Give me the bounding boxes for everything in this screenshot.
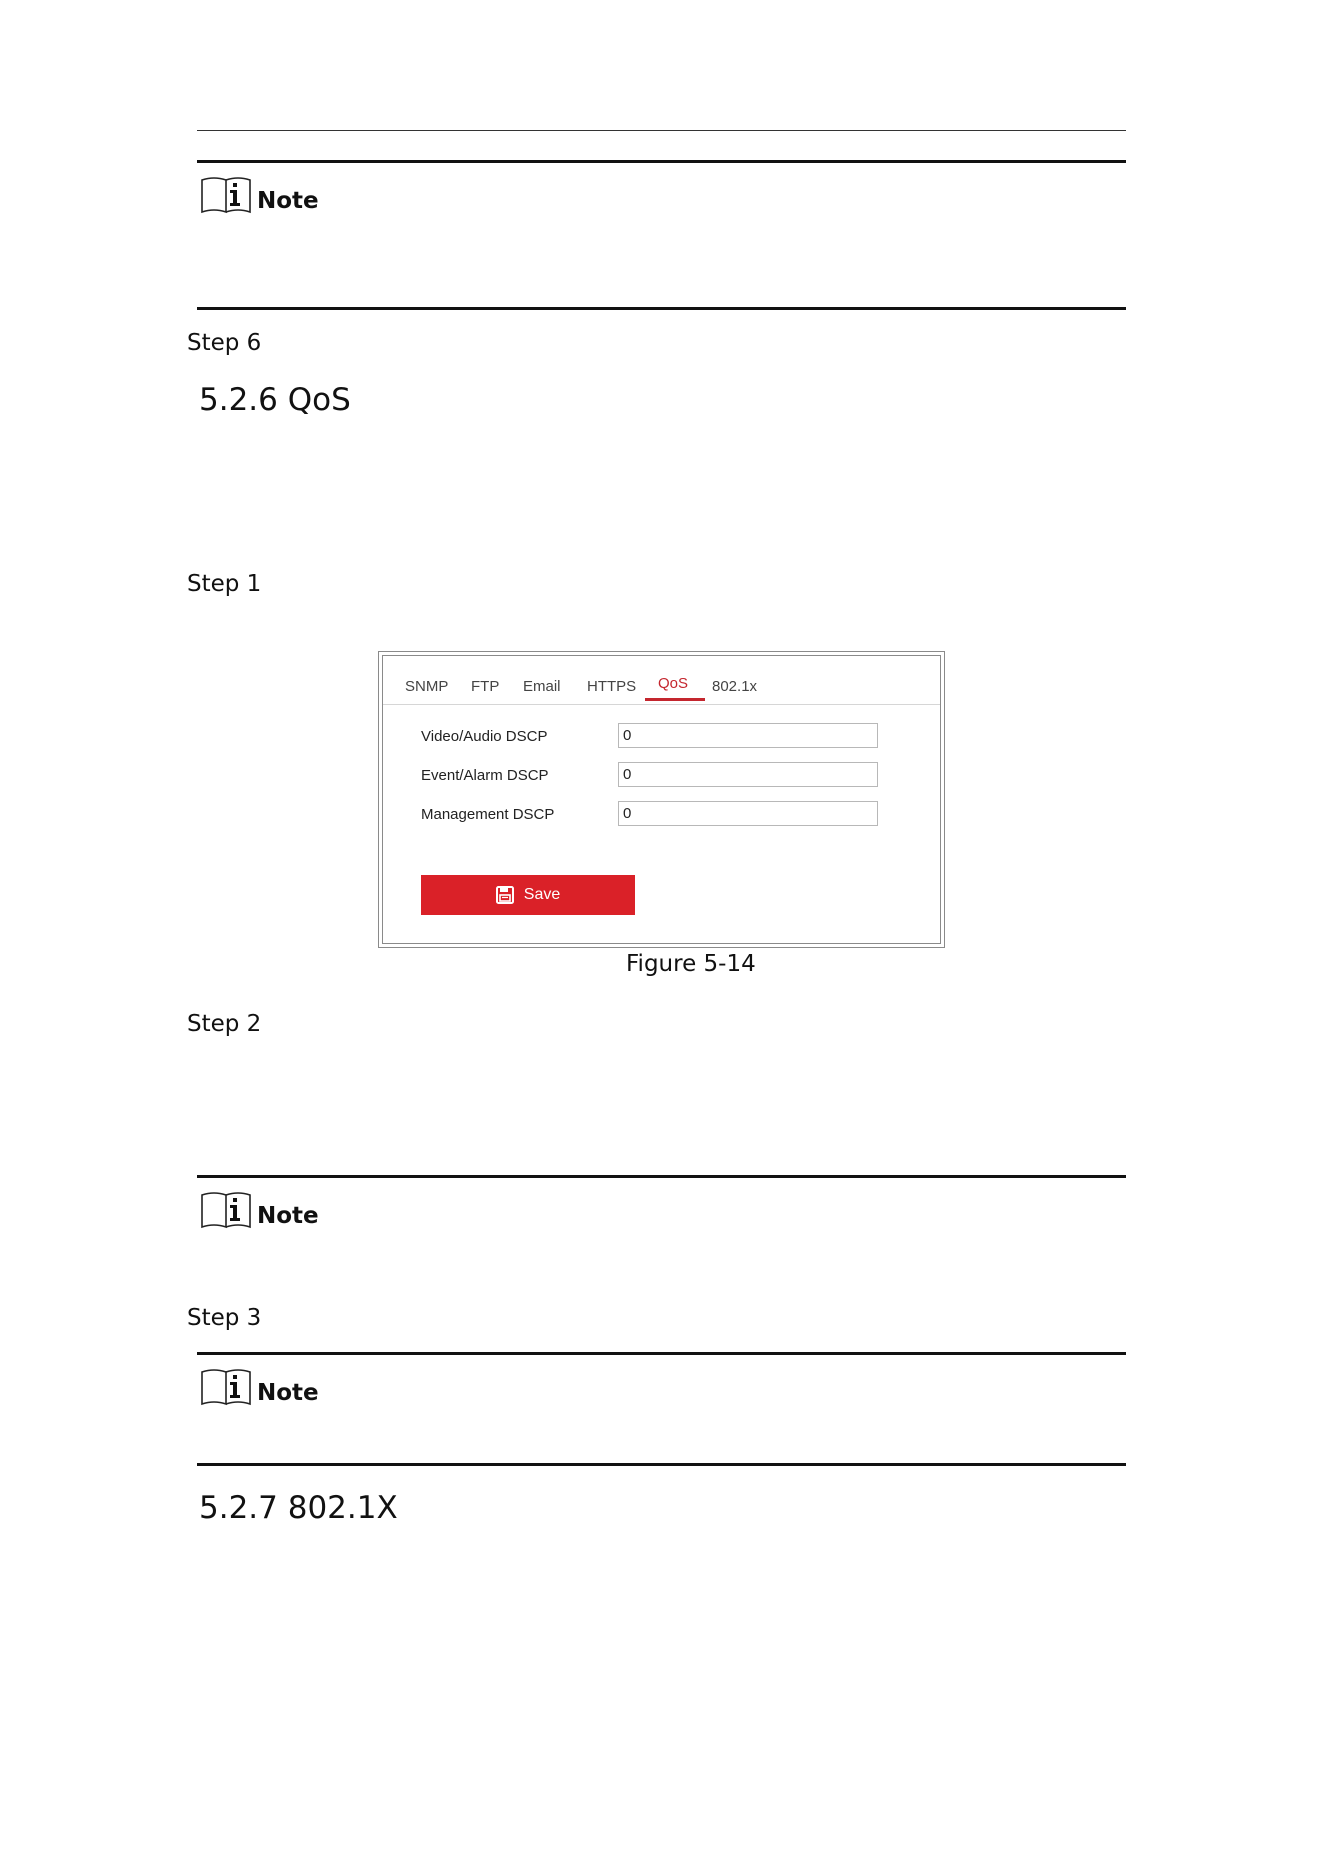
- step-label: Step 3: [187, 1305, 262, 1331]
- page-header-rule: [197, 130, 1126, 131]
- info-book-icon: [200, 1368, 254, 1408]
- info-book-icon: [200, 1191, 254, 1231]
- note-top-rule: [197, 1175, 1126, 1178]
- section-heading-qos: 5.2.6 QoS: [199, 382, 351, 418]
- save-button[interactable]: [421, 875, 635, 915]
- note-top-rule: [197, 1352, 1126, 1355]
- tab-email[interactable]: Email: [523, 678, 561, 695]
- event-alarm-dscp-label: Event/Alarm DSCP: [421, 767, 549, 784]
- note-top-rule: [197, 160, 1126, 163]
- note-label: Note: [257, 188, 319, 214]
- tab-https[interactable]: HTTPS: [587, 678, 637, 695]
- step-label: Step 1: [187, 571, 262, 597]
- note-bottom-rule: [197, 307, 1126, 310]
- video-audio-dscp-label: Video/Audio DSCP: [421, 728, 548, 745]
- note-label: Note: [257, 1380, 319, 1406]
- qos-settings-screenshot: [378, 651, 945, 948]
- video-audio-dscp-input[interactable]: [618, 723, 878, 748]
- management-dscp-input[interactable]: [618, 801, 878, 826]
- note-bottom-rule: [197, 1463, 1126, 1466]
- qos-settings-panel: [382, 655, 941, 944]
- active-tab-indicator: [645, 698, 705, 701]
- event-alarm-dscp-input[interactable]: [618, 762, 878, 787]
- section-heading-8021x: 5.2.7 802.1X: [199, 1490, 398, 1526]
- floppy-disk-icon: [496, 886, 514, 904]
- management-dscp-label: Management DSCP: [421, 806, 555, 823]
- tab-bar: [383, 656, 940, 705]
- note-label: Note: [257, 1203, 319, 1229]
- step-label: Step 6: [187, 330, 262, 356]
- tab-8021x[interactable]: 802.1x: [712, 678, 758, 695]
- tab-ftp[interactable]: FTP: [471, 678, 500, 695]
- figure-caption: Figure 5-14: [626, 951, 756, 977]
- step-label: Step 2: [187, 1011, 262, 1037]
- tab-snmp[interactable]: SNMP: [405, 678, 449, 695]
- tab-qos[interactable]: QoS: [658, 675, 689, 692]
- save-button-label: Save: [523, 886, 561, 903]
- info-book-icon: [200, 176, 254, 216]
